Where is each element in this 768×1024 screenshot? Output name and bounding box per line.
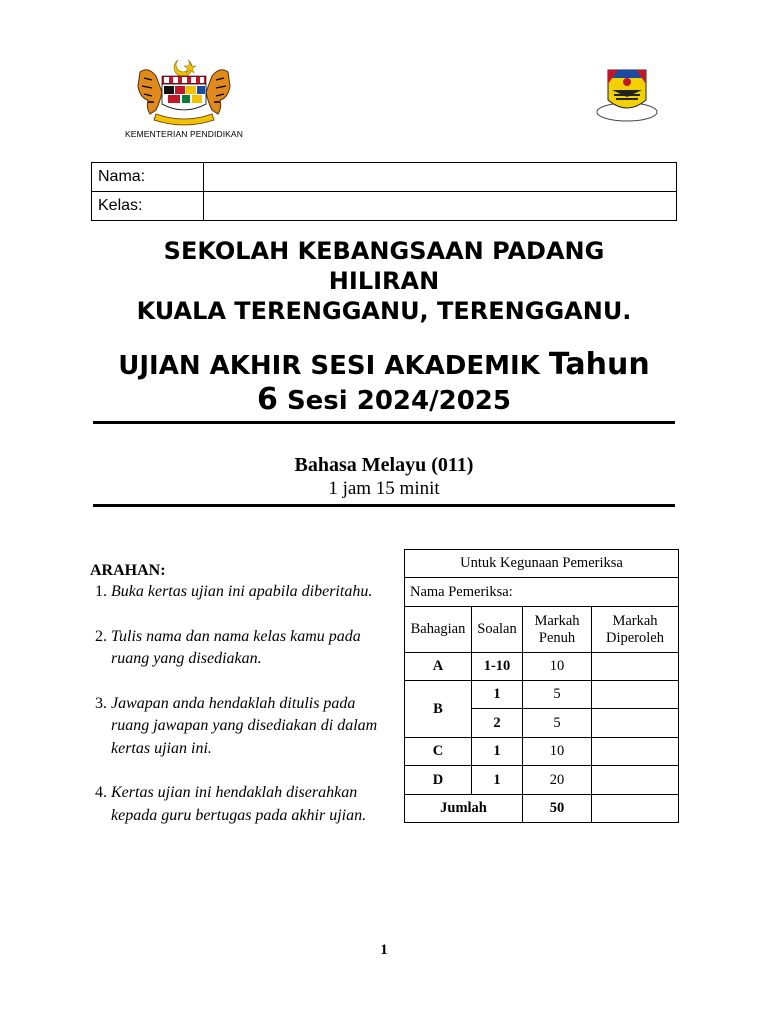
obtained-marks-cell[interactable]	[592, 653, 679, 681]
school-name-line2: HILIRAN	[328, 267, 440, 295]
exam-duration: 1 jam 15 minit	[328, 478, 440, 499]
section-cell: B	[405, 681, 472, 738]
question-cell: 1	[472, 738, 523, 766]
table-row	[405, 653, 679, 681]
school-name	[90, 236, 678, 326]
instruction-item: 1. Buka kertas ujian ini apabila diberitahu.	[111, 581, 390, 604]
total-row	[405, 795, 679, 823]
full-marks-cell: 5	[523, 681, 592, 709]
table-row	[405, 766, 679, 795]
class-label: Kelas:	[92, 192, 204, 221]
section-cell: D	[405, 766, 472, 795]
divider-bottom	[93, 504, 675, 507]
question-cell: 1	[472, 681, 523, 709]
instructions-list	[90, 581, 390, 827]
obtained-marks-cell[interactable]	[592, 681, 679, 709]
section-cell: C	[405, 738, 472, 766]
table-row	[405, 681, 679, 709]
school-crest-icon	[594, 62, 660, 128]
name-label: Nama:	[92, 163, 204, 192]
ministry-logo	[118, 56, 250, 142]
instructions	[90, 561, 390, 849]
class-field[interactable]	[204, 192, 677, 221]
obtained-marks-cell[interactable]	[592, 766, 679, 795]
class-row	[92, 192, 677, 221]
full-marks-cell: 20	[523, 766, 592, 795]
school-name-line1: SEKOLAH KEBANGSAAN PADANG	[163, 237, 605, 265]
divider-top	[93, 421, 675, 424]
exam-title-session: Sesi 2024/2025	[277, 386, 511, 416]
header-full-marks: Markah Penuh	[523, 607, 592, 653]
school-logo	[594, 62, 660, 128]
obtained-marks-cell[interactable]	[592, 738, 679, 766]
full-marks-cell: 10	[523, 738, 592, 766]
full-marks-cell: 10	[523, 653, 592, 681]
exam-title	[90, 348, 678, 418]
question-cell: 1	[472, 766, 523, 795]
examiner-header-row	[405, 607, 679, 653]
exam-title-year-word: Tahun	[548, 347, 650, 382]
instruction-item: 2. Tulis nama dan nama kelas kamu pada ruang yang disediakan.	[111, 626, 390, 671]
instruction-item: 3. Jawapan anda hendaklah ditulis pada ruang jawapan yang disediakan di dalam kertas ujian ini.	[111, 693, 390, 761]
examiner-table-title-row	[405, 550, 679, 578]
section-cell: A	[405, 653, 472, 681]
exam-title-part1: UJIAN AKHIR SESI AKADEMIK	[118, 351, 549, 381]
subject-block	[90, 453, 678, 501]
coat-of-arms-icon	[118, 56, 250, 128]
question-cell: 1-10	[472, 653, 523, 681]
table-row	[405, 738, 679, 766]
student-info-table	[91, 162, 677, 221]
subject-title: Bahasa Melayu (011)	[294, 454, 474, 476]
instruction-item: 4. Kertas ujian ini hendaklah diserahkan kepada guru bertugas pada akhir ujian.	[111, 782, 390, 827]
examiner-name-row	[405, 578, 679, 607]
examiner-table	[404, 549, 679, 823]
full-marks-cell: 5	[523, 709, 592, 738]
question-cell: 2	[472, 709, 523, 738]
obtained-marks-cell[interactable]	[592, 709, 679, 738]
header-obtained-marks: Markah Diperoleh	[592, 607, 679, 653]
ministry-logo-caption: KEMENTERIAN PENDIDIKAN	[125, 129, 243, 139]
school-location: KUALA TERENGGANU, TERENGGANU.	[136, 297, 632, 325]
total-label: Jumlah	[405, 795, 523, 823]
total-obtained-cell[interactable]	[592, 795, 679, 823]
name-field[interactable]	[204, 163, 677, 192]
header-section: Bahagian	[405, 607, 472, 653]
examiner-name-label[interactable]: Nama Pemeriksa:	[405, 578, 679, 607]
exam-title-year-number: 6	[257, 382, 278, 417]
header-question: Soalan	[472, 607, 523, 653]
total-value: 50	[523, 795, 592, 823]
name-row	[92, 163, 677, 192]
page-number: 1	[380, 942, 388, 958]
instructions-title: ARAHAN:	[90, 562, 166, 579]
examiner-table-title: Untuk Kegunaan Pemeriksa	[405, 550, 679, 578]
